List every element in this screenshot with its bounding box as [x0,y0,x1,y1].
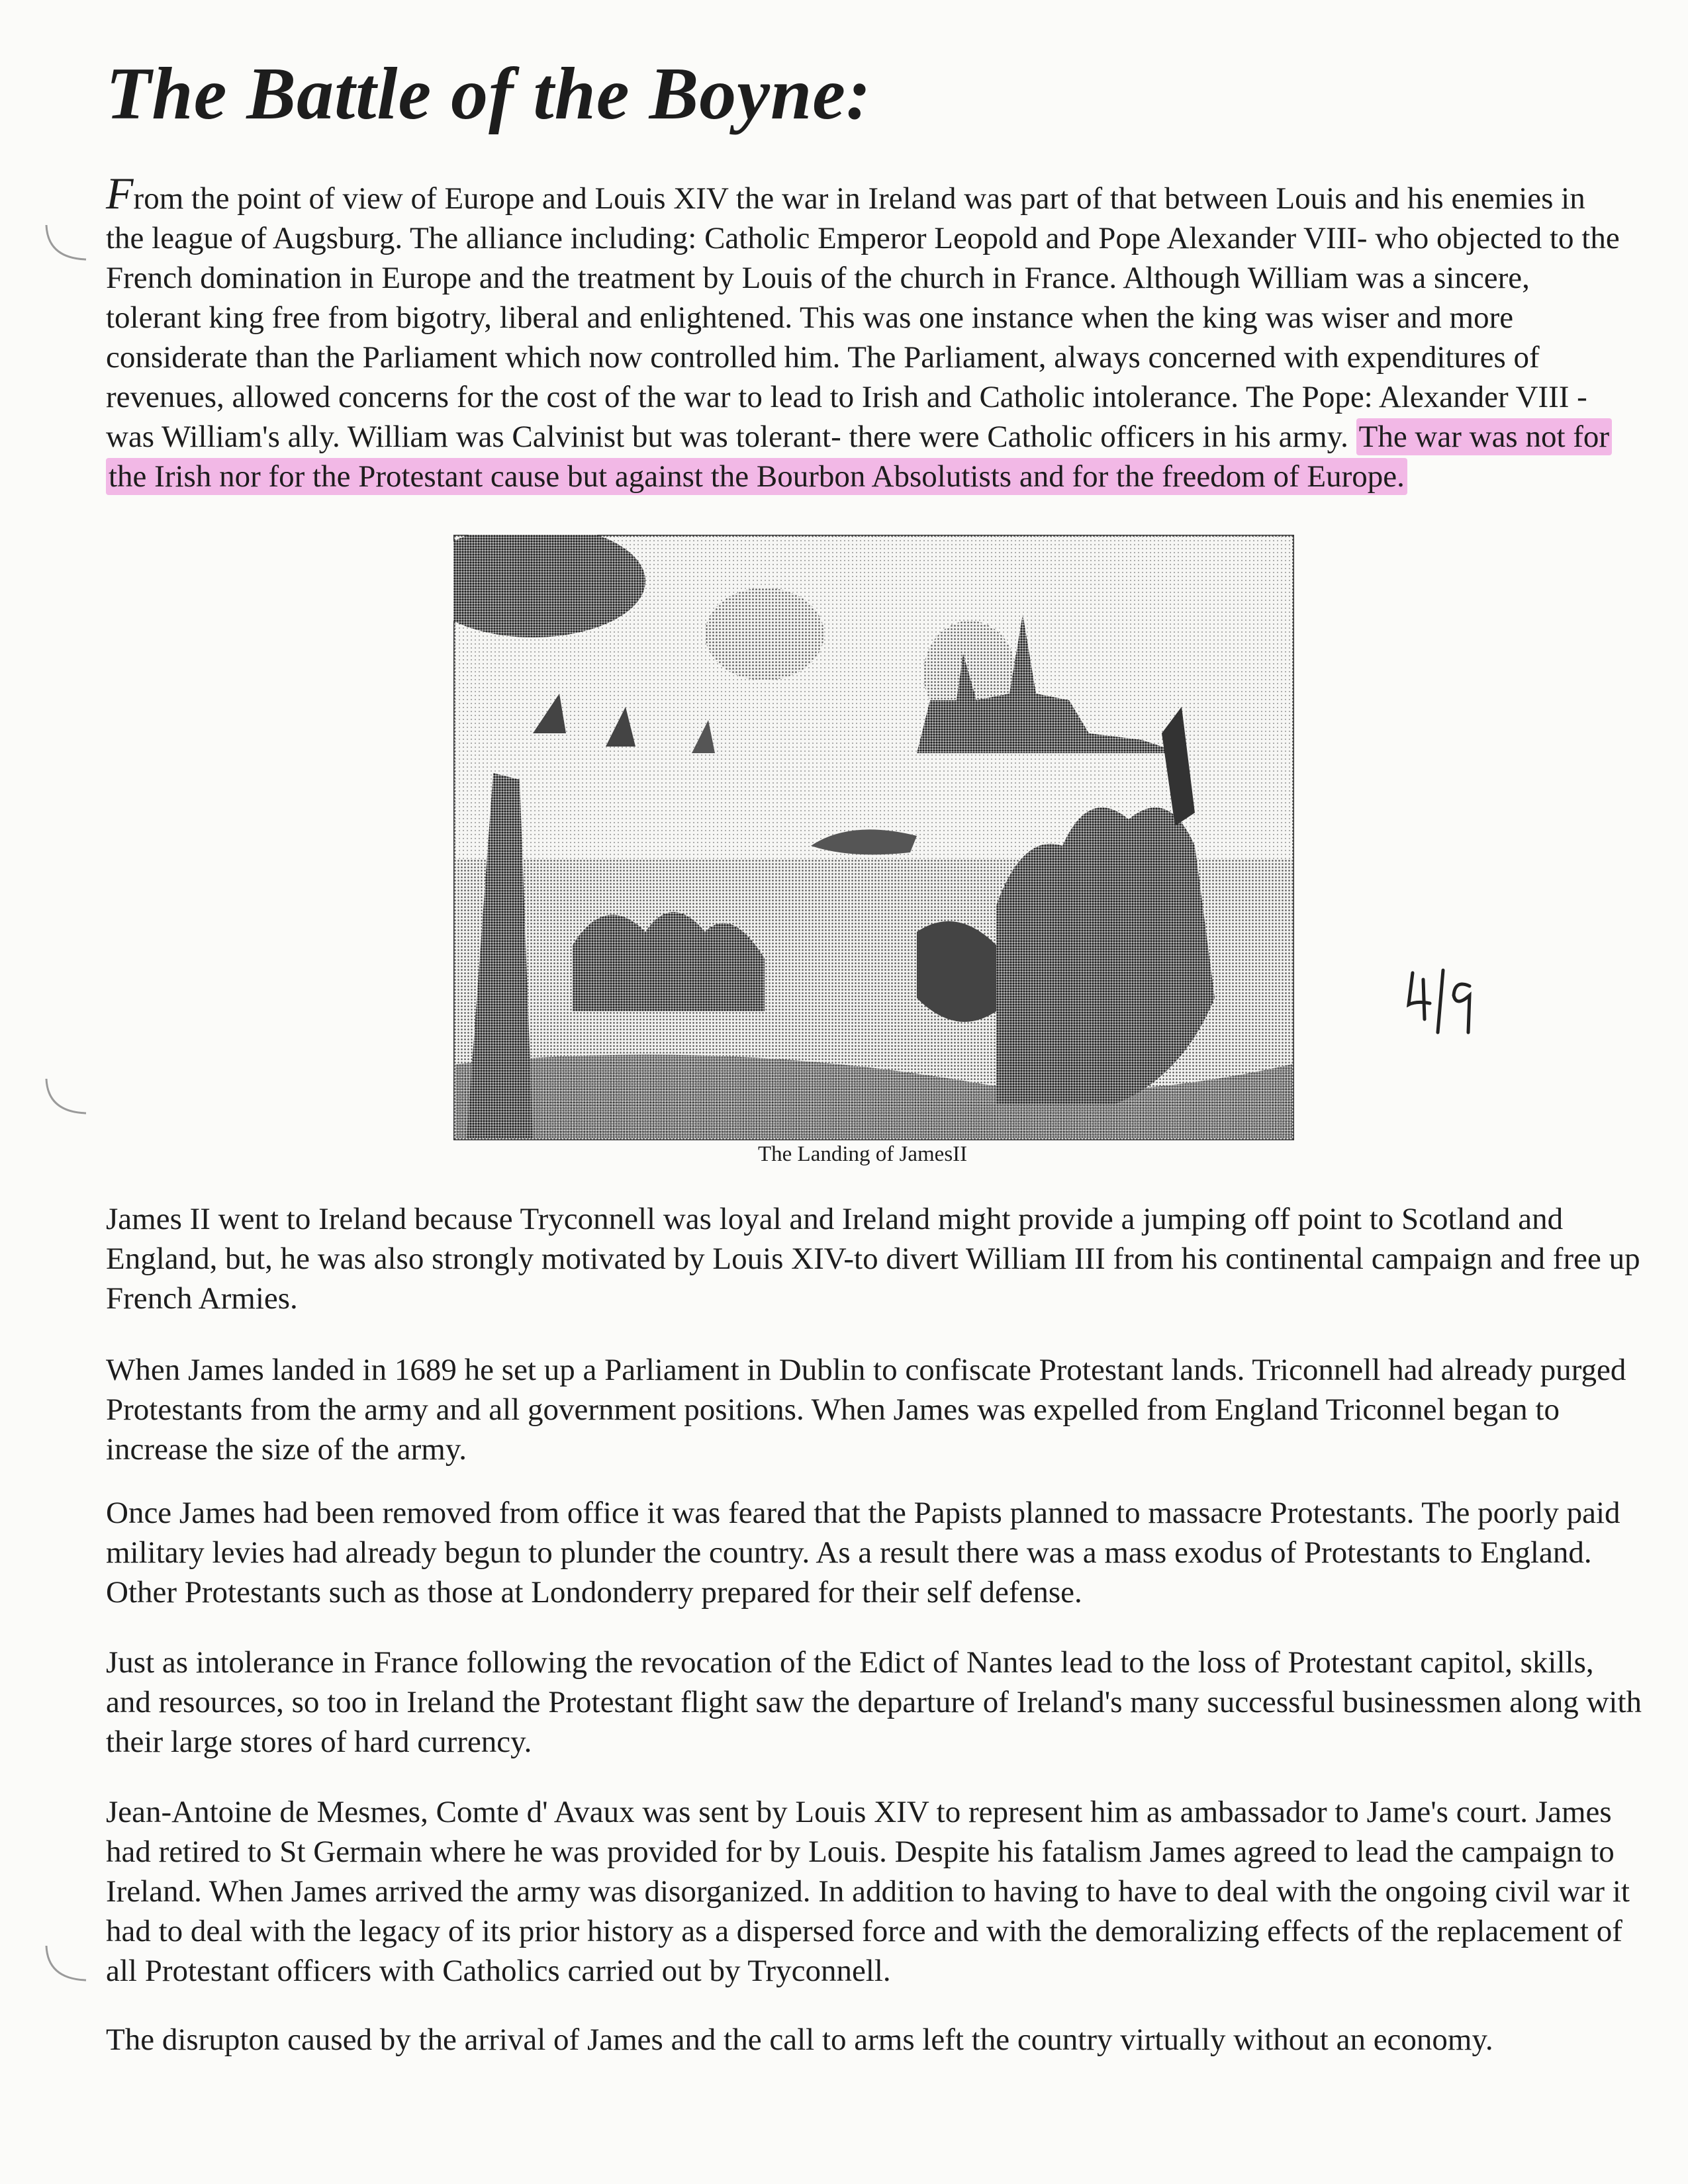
figure-caption: The Landing of JamesII [758,1142,968,1166]
punch-hole-bottom [40,1939,93,1992]
body-paragraph-5: Jean-Antoine de Mesmes, Comte d' Avaux was sent by Louis XIV to represent him as ambassador to Jame's court. James had retired to St Germain where he was provided for by Louis. Despite his fatalism James agreed to lead the campaign to Ireland. When James arrived the army was disorganized. In addition to having to have to deal with the ongoing civil war it had to deal with the legacy of its prior history as a dispersed force and with the demoralizing effects of the replacement of all Protestant officers with Catholics carried out by Tryconnell. [106,1795,1630,1988]
page-title: The Battle of the Boyne: [106,53,872,135]
body-paragraph-6: The disrupton caused by the arrival of James and the call to arms left the country virtually without an economy. [106,2023,1493,2057]
drop-cap: F [106,168,134,218]
intro-text: rom the point of view of Europe and Louis XIV the war in Ireland was part of that between Louis and his enemies in the league of Augsburg. The alliance including: Catholic Emperor Leopold and Pope Alexander VIII- who objected to the French domination in Europe and the treatment by Louis of the church in France. Although William was a sincere, tolerant king free from bigotry, liberal and enlightened. This was one instance when the king was wiser and more considerate than the Parliament which now controlled him. The Parliament, always concerned with expenditures of revenues, allowed concerns for the cost of the war to lead to Irish and Catholic intolerance. The Pope: Alexander VIII -was William's ally. William was Calvinist but was tolerant- there were Catholic officers in his army. [106,181,1620,454]
intro-paragraph [106,168,1628,496]
body-paragraph-3: Once James had been removed from office it was feared that the Papists planned to massacre Protestants. The poorly paid military levies had already begun to plunder the country. As a result there was a mass exodus of Protestants to England. Other Protestants such as those at Londonderry prepared for their self defense. [106,1496,1620,1610]
punch-hole-top [40,218,93,271]
highlighted-sentence: The war was not for the Irish nor for the Protestant cause but against the Bourbon Absolutists and for the freedom of Europe. [106,418,1612,495]
punch-hole-middle [40,1072,93,1125]
body-paragraph-1: James II went to Ireland because Tryconnell was loyal and Ireland might provide a jumping off point to Scotland and England, but, he was also strongly motivated by Louis XIV-to divert William III from his continental campaign and free up French Armies. [106,1202,1640,1316]
landing-illustration [453,535,1294,1140]
body-paragraph-4: Just as intolerance in France following the revocation of the Edict of Nantes lead to the loss of Protestant capitol, skills, and resources, so too in Ireland the Protestant flight saw the departure of Ireland's many successful businessmen along with their large stores of hard currency. [106,1645,1642,1759]
body-paragraph-2: When James landed in 1689 he set up a Parliament in Dublin to confiscate Protestant lands. Triconnell had already purged Protestants from the army and all government positions. When James was expelled from England Triconnel began to increase the size of the army. [106,1353,1626,1467]
handwritten-note [1403,966,1483,1039]
